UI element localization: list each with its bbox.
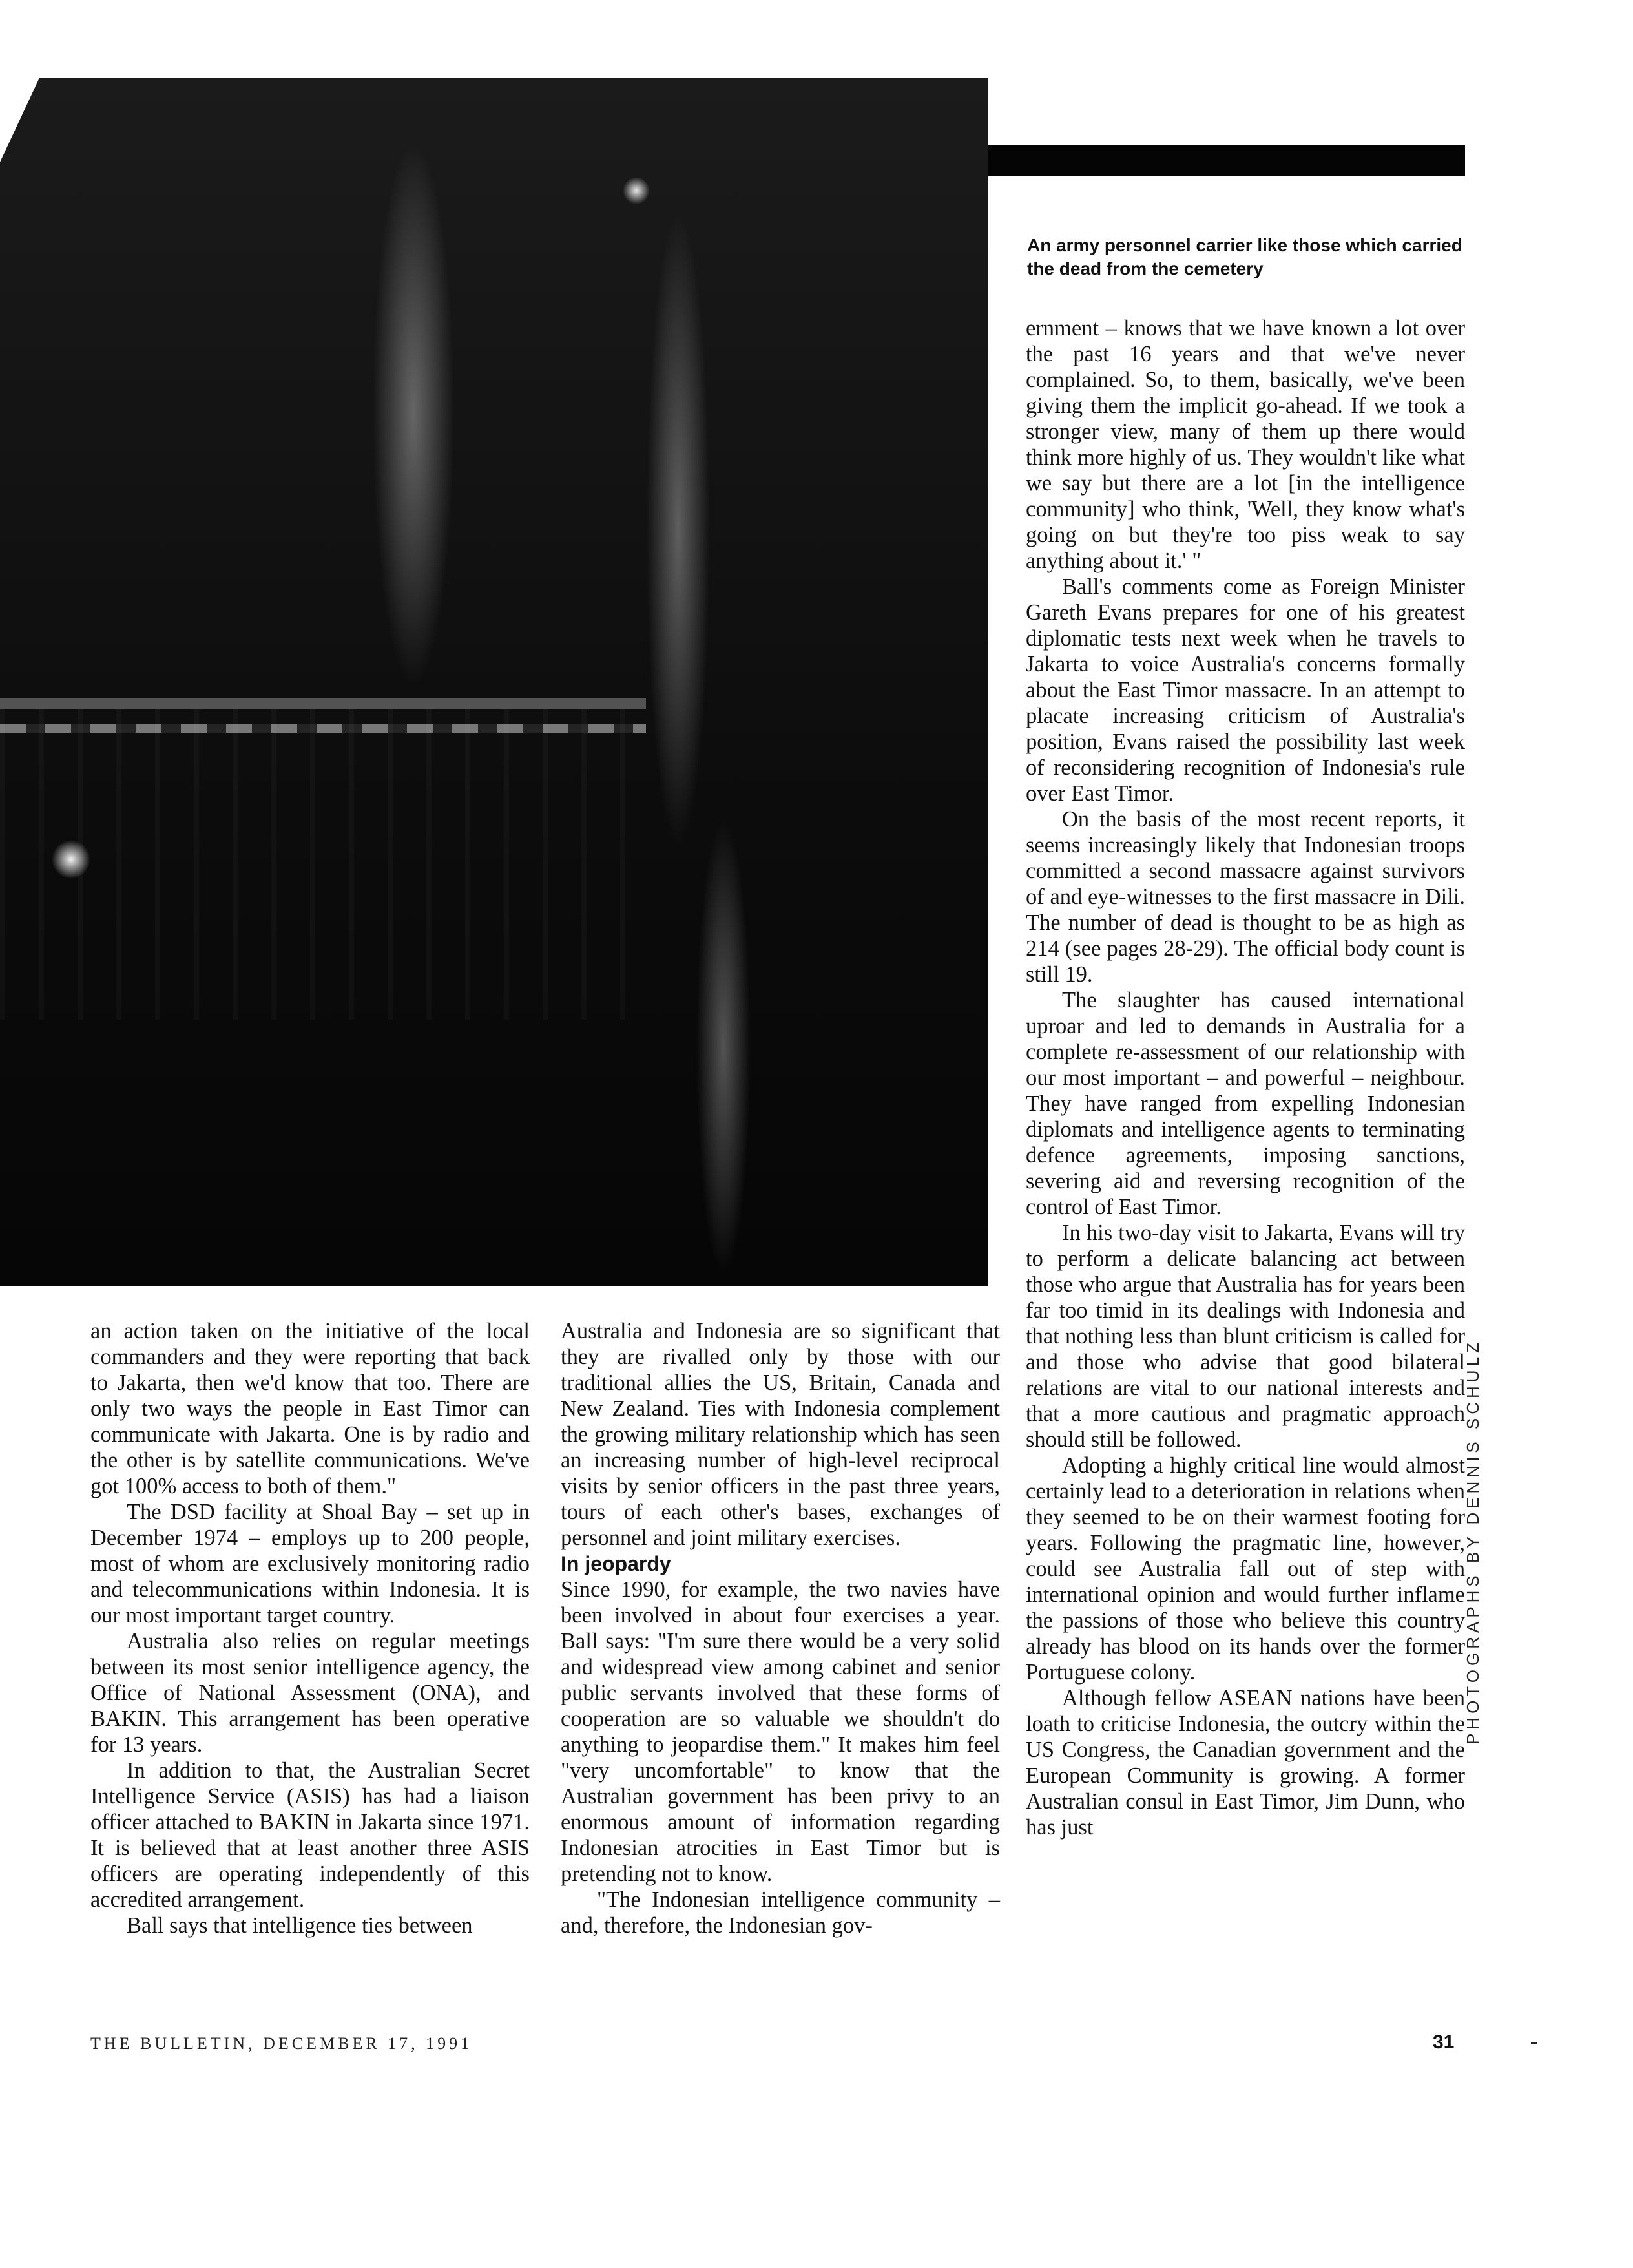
- paragraph: Australia and Indonesia are so significant that they are rivalled only by those with our traditional allies the US, Britain, Canada and New Zealand. Ties with Indonesia complement the growing military relationship which has seen an increasing number of high-level reciprocal visits by senior officers in the past three years, tours of each other's bases, exchanges of personnel and joint military exercises.: [561, 1319, 1000, 1550]
- footer-dash: [1531, 2042, 1537, 2044]
- paragraph: ernment – knows that we have known a lot over the past 16 years and that we've never complained. So, to them, basically, we've been giving them the implicit go-ahead. If we took a stronger view, many of them up there would think more highly of us. They wouldn't like what we say but there are a lot [in the intelligence community] who think, 'Well, they know what's going on but they're too piss weak to say anything about it.' ": [1026, 316, 1465, 573]
- paragraph: In addition to that, the Australian Secret Intelligence Service (ASIS) has had a liaison officer attached to BAKIN in Jakarta since 1971. It is believed that at least another three ASIS officers are operating independently of this accredited arrangement.: [90, 1758, 530, 1912]
- armored-vehicle-photo: [0, 78, 988, 1286]
- paragraph: an action taken on the initiative of the local commanders and they were reporting that back to Jakarta, then we'd know that too. There are only two ways the people in East Timor can communicate with Jakarta. One is by radio and the other is by satellite communications. We've got 100% access to both of them.": [90, 1319, 530, 1498]
- article-column-right: [1026, 315, 1465, 1840]
- article-column-middle: [561, 1318, 1000, 1938]
- photo-credit: PHOTOGRAPHS BY DENNIS SCHULZ: [1463, 1339, 1482, 1745]
- page-number: 31: [1433, 2032, 1455, 2053]
- section-subhead: In jeopardy: [561, 1552, 671, 1575]
- paragraph: The DSD facility at Shoal Bay – set up in December 1974 – employs up to 200 people, most of whom are exclusively monitoring radio and telecommunications within Indonesia. It is our most important target country.: [90, 1500, 530, 1628]
- photo-vehicle-body: [0, 698, 646, 1020]
- paragraph: Australia also relies on regular meetings between its most senior intelligence agency, the Office of National Assessment (ONA), and BAKIN. This arrangement has been operative for 13 years.: [90, 1629, 530, 1757]
- photo-caption: An army personnel carrier like those which carried the dead from the cemetery: [1027, 235, 1462, 278]
- paragraph: Ball's comments come as Foreign Minister Gareth Evans prepares for one of his greatest diplomatic tests next week when he travels to Jakarta to voice Australia's concerns formally about the East Timor massacre. In an attempt to placate increasing criticism of Australia's position, Evans raised the possibility last week of reconsidering recognition of Indonesia's rule over East Timor.: [1026, 574, 1465, 806]
- publication-footer: THE BULLETIN, DECEMBER 17, 1991: [90, 2034, 473, 2053]
- paragraph: Since 1990, for example, the two navies have been involved in about four exercises a year. Ball says: "I'm sure there would be a very solid and widespread view among cabinet and senior public servants involved that these forms of cooperation are so valuable we shouldn't do anything to jeopardise them." It makes him feel "very uncomfortable" to know that the Australian government has been privy to an enormous amount of information regarding Indonesian atrocities in East Timor but is pretending not to know.: [561, 1577, 1000, 1886]
- paragraph: Ball says that intelligence ties between: [127, 1913, 473, 1938]
- paragraph: In his two-day visit to Jakarta, Evans will try to perform a delicate balancing act between those who argue that Australia has for years been far too timid in its dealings with Indonesia and that nothing less than blunt criticism is called for and those who advise that good bilateral relations are vital to our national interests and that a more cautious and pragmatic approach should still be followed.: [1026, 1221, 1465, 1452]
- paragraph: On the basis of the most recent reports, it seems increasingly likely that Indonesian troops committed a second massacre against survivors of and eye-witnesses to the first massacre in Dili. The number of dead is thought to be as high as 214 (see pages 28-29). The official body count is still 19.: [1026, 807, 1465, 987]
- paragraph: Although fellow ASEAN nations have been loath to criticise Indonesia, the outcry within the US Congress, the Canadian government and the European Community is growing. A former Australian consul in East Timor, Jim Dunn, who has just: [1026, 1686, 1465, 1840]
- article-column-left: [90, 1318, 530, 1938]
- paragraph: "The Indonesian intelligence community – and, therefore, the Indonesian gov-: [561, 1887, 1000, 1938]
- header-rule-bar: [988, 145, 1465, 176]
- paragraph: The slaughter has caused international uproar and led to demands in Australia for a complete re-assessment of our relationship with our most important – and powerful – neighbour. They have ranged from expelling Indonesian diplomats and intelligence agents to terminating defence agreements, imposing sanctions, severing aid and reversing recognition of the control of East Timor.: [1026, 988, 1465, 1219]
- paragraph: Adopting a highly critical line would almost certainly lead to a deterioration in relations when they seemed to be on their warmest footing for years. Following the pragmatic line, however, could see Australia fall out of step with international opinion and would further inflame the passions of those who believe this country already has blood on its hands over the former Portuguese colony.: [1026, 1453, 1465, 1685]
